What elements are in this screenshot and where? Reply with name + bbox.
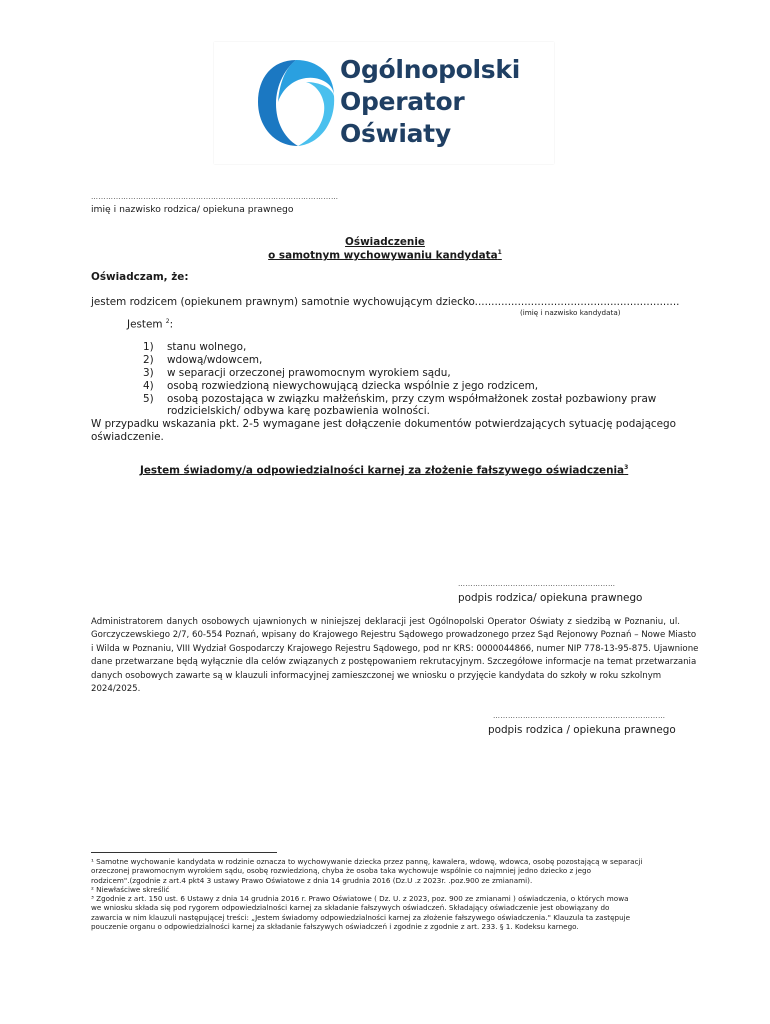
logo <box>214 42 554 164</box>
gdpr-line: Administratorem danych osobowych ujawnionych w niniejszej deklaracji jest Ogólnopolski Operator Oświaty z siedzibą w Poznaniu, ul. <box>91 617 680 627</box>
list-item-text: w separacji orzeczonej prawomocnym wyrokiem sądu, <box>167 367 451 379</box>
footnote-ref-2: 2 <box>165 318 170 325</box>
list-item-number: 4) <box>143 380 154 392</box>
signature-1-caption: podpis rodzica/ opiekuna prawnego <box>458 592 643 604</box>
document-title: Oświadczenie <box>345 236 425 248</box>
gdpr-line: 2024/2025. <box>91 684 141 695</box>
footnote-2: ² Niewłaściwe skreślić <box>91 884 170 894</box>
signature-2-caption: podpis rodzica / opiekuna prawnego <box>488 724 676 736</box>
list-item-text: osobą pozostająca w związku małżeńskim, przy czym współmałżonek został pozbawiony praw <box>167 393 657 405</box>
declaration-intro: Oświadczam, że: <box>91 271 189 283</box>
jestem-text: Jestem <box>127 318 163 331</box>
logo-emblem-icon <box>254 56 338 150</box>
jestem-label <box>127 318 173 330</box>
list-item-number: 3) <box>143 367 154 379</box>
footnote-ref-1: 1 <box>497 249 502 256</box>
liability-text: Jestem świadomy/a odpowiedzialności karnej za złożenie fałszywego oświadczenia <box>140 464 625 477</box>
parent-name-caption: imię i nazwisko rodzica/ opiekuna prawnego <box>91 204 294 215</box>
list-item-text: osobą rozwiedzioną niewychowującą dziecka wspólnie z jego rodzicem, <box>167 380 539 392</box>
jestem-colon: : <box>169 318 174 331</box>
logo-line-3: Oświaty <box>340 119 451 148</box>
gdpr-clause <box>91 616 699 696</box>
footnote-1-line: orzeczonej prawomocnym wyrokiem sądu, osobę rozwiedzioną, chyba że osoba taka wychowuje wspólnie co najmniej jedno dziecko z jego <box>91 866 591 876</box>
footnote-divider <box>91 852 277 853</box>
note-line-1: W przypadku wskazania pkt. 2-5 wymagane jest dołączenie dokumentów potwierdzających sytuację podającego <box>91 418 676 430</box>
list-item-number: 5) <box>143 393 154 405</box>
subtitle-text: o samotnym wychowywaniu kandydata <box>268 249 498 262</box>
gdpr-line: i Wilda w Poznaniu, VIII Wydział Gospodarczy Krajowego Rejestru Sądowego, pod nr KRS: 0000044866, numer NIP 778-13-95-875. Ujawnione <box>91 643 699 654</box>
signature-2-dots: …………………………………………………………… <box>493 712 666 720</box>
logo-line-2: Operator <box>340 87 465 116</box>
declaration-statement: jestem rodzicem (opiekunem prawnym) samotnie wychowującym dziecko.............................................................. <box>91 296 680 308</box>
logo-line-1: Ogólnopolski <box>340 55 520 84</box>
list-item-text: stanu wolnego, <box>167 341 247 353</box>
gdpr-line: Gorczyczewskiego 2/7, 60-554 Poznań, wpisany do Krajowego Rejestru Sądowego prowadzonego przez Sąd Rejonowy Poznań – Nowe Miasto <box>91 630 697 641</box>
footnote-3-line: zawarcia w nim klauzuli następującej treści: „Jestem świadomy odpowiedzialności karnej za złożenie fałszywego oświadczenia." Klauzula ta zastępuje <box>91 912 631 922</box>
signature-1-dots: ……………………………………………………… <box>458 580 616 588</box>
list-item-text: wdową/wdowcem, <box>167 354 263 366</box>
list-item-text-2: rodzicielskich/ odbywa karę pozbawienia wolności. <box>167 405 430 417</box>
note-line-2: oświadczenie. <box>91 431 164 443</box>
footnote-3-line: pouczenie organu o odpowiedzialności karnej za składanie fałszywych oświadczeń i zgodnie z zgodnie z art. 233. § 1. Kodeksu karnego. <box>91 922 579 932</box>
list-item-number: 1) <box>143 341 154 353</box>
footnote-ref-3: 3 <box>624 464 629 471</box>
logo-wordmark <box>340 54 520 150</box>
footnote-3-line: we wniosku składa się pod rygorem odpowiedzialności karnej za składanie fałszywych oświadczeń. Składający oświadczenie jest obowiązany do <box>91 903 610 913</box>
footnote-1-line: rodzicem".(zgodnie z art.4 pkt4 3 ustawy Prawo Oświatowe z dnia 14 grudnia 2016 (Dz.U .z 2023r. .poz.900 ze zmianami). <box>91 875 533 885</box>
parent-name-dots: ……………………………………………………………………………………… <box>91 193 339 201</box>
footnotes <box>91 857 681 931</box>
liability-statement <box>140 464 628 476</box>
footnote-3-line: ³ Zgodnie z art. 150 ust. 6 Ustawy z dnia 14 grudnia 2016 r. Prawo Oświatowe ( Dz. U. z 2023, poz. 900 ze zmianami ) oświadczenia, o których mowa <box>91 894 629 904</box>
footnote-1-line: ¹ Samotne wychowanie kandydata w rodzinie oznacza to wychowywanie dziecka przez pannę, kawalera, wdowę, wdowca, osobę pozostającą w separacji <box>91 857 643 866</box>
gdpr-line: danych osobowych zawarte są w klauzuli informacyjnej zamieszczonej we wniosku o przyjęcie kandydata do szkoły w roku szkolnym <box>91 670 662 681</box>
document-subtitle <box>200 249 570 261</box>
child-name-caption: (imię i nazwisko kandydata) <box>520 308 621 317</box>
gdpr-line: dane przetwarzane będą wyłącznie dla celów związanych z postępowaniem rekrutacyjnym. Szczegółowe informacje na temat przetwarzania <box>91 657 697 668</box>
list-item-number: 2) <box>143 354 154 366</box>
